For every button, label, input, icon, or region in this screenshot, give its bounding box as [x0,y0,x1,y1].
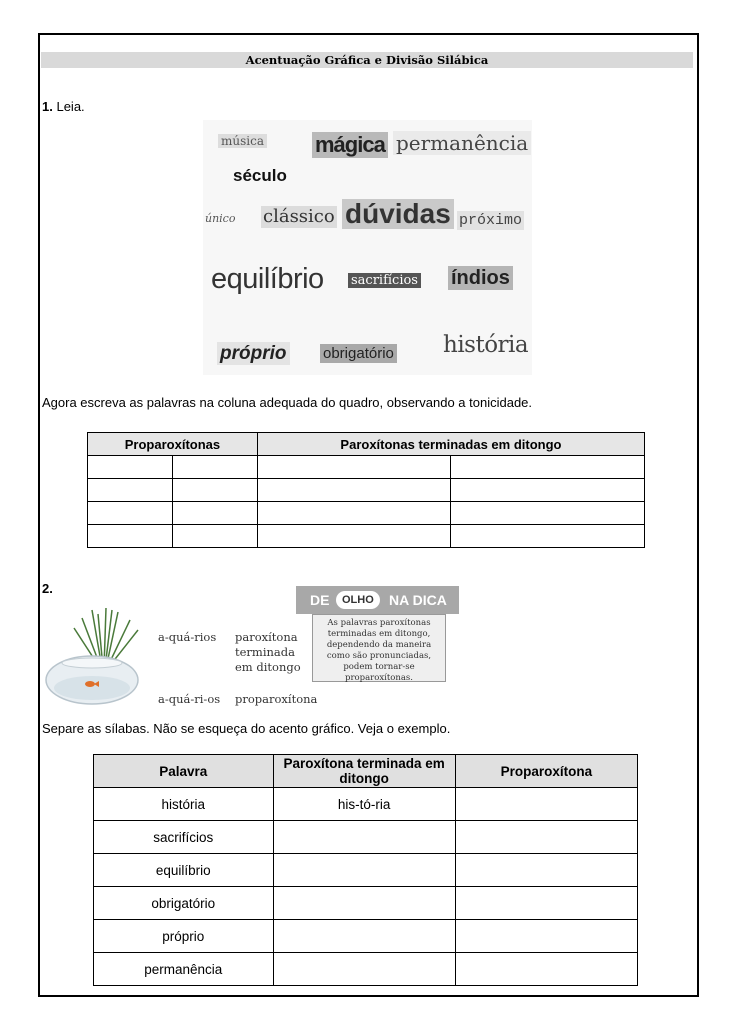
class-proparoxytone: proparoxítona [235,692,318,706]
word-collage [203,120,532,375]
paroxytone-cell[interactable]: his-tó-ria [273,788,455,821]
paroxytone-cell[interactable] [273,854,455,887]
answer-cell[interactable] [257,525,451,548]
syllable-table [93,754,638,986]
paroxytone-cell[interactable] [273,920,455,953]
table-row [88,502,645,525]
word-cell: permanência [94,953,274,986]
collage-word: único [205,212,236,225]
syllables-paroxytone: a-quá-rios [158,630,217,644]
word-cell: sacrifícios [94,821,274,854]
answer-cell[interactable] [172,525,257,548]
collage-word: sacrifícios [348,273,421,288]
classification-table [87,432,645,548]
answer-cell[interactable] [88,502,173,525]
collage-word: história [443,332,529,358]
question-1-label [42,99,85,114]
table-row [88,479,645,502]
answer-cell[interactable] [451,456,645,479]
word-cell: próprio [94,920,274,953]
collage-word: mágica [312,132,388,158]
collage-word: obrigatório [320,344,397,363]
table-row [94,788,638,821]
table-row [88,456,645,479]
header-proparoxitona: Proparoxítona [455,755,637,788]
collage-word: dúvidas [342,199,454,229]
class-paroxytone-line-1: paroxítona [235,630,298,644]
syllables-proparoxytone: a-quá-ri-os [158,692,221,706]
question-2-number: 2. [42,581,53,596]
collage-word: clássico [263,206,335,227]
class-paroxytone-line-2: terminada [235,645,295,659]
proparoxytone-cell[interactable] [455,854,637,887]
table-row [88,525,645,548]
dica-title-left: DE [310,592,330,608]
table-row [94,920,638,953]
collage-word: índios [448,266,513,290]
collage-word: equilíbrio [211,263,324,295]
answer-cell[interactable] [88,456,173,479]
question-2-instruction: Separe as sílabas. Não se esqueça do acento gráfico. Veja o exemplo. [42,721,451,736]
answer-cell[interactable] [451,525,645,548]
example-figure [44,586,464,710]
answer-cell[interactable] [88,479,173,502]
question-1-instruction: Agora escreva as palavras na coluna adequada do quadro, observando a tonicidade. [42,395,533,410]
question-1-number: 1. [42,99,53,114]
collage-word: próximo [459,212,523,229]
dica-text: As palavras paroxítonas terminadas em ditongo, dependendo da maneira como são pronunciadas, podem tornar-se proparoxítonas. [312,614,446,682]
fishbowl-icon [44,608,154,706]
proparoxytone-cell[interactable] [455,920,637,953]
answer-cell[interactable] [88,525,173,548]
collage-word: próprio [217,342,290,365]
page-title: Acentuação Gráfica e Divisão Silábica [41,52,693,68]
answer-cell[interactable] [172,479,257,502]
table-row [94,887,638,920]
table-row [94,854,638,887]
paroxytone-cell[interactable] [273,953,455,986]
answer-cell[interactable] [257,456,451,479]
collage-word: permanência [393,131,531,155]
answer-cell[interactable] [172,502,257,525]
dica-box [296,586,459,684]
word-cell: equilíbrio [94,854,274,887]
answer-cell[interactable] [257,479,451,502]
table-row [94,953,638,986]
proparoxytone-cell[interactable] [455,821,637,854]
table-row [94,821,638,854]
answer-cell[interactable] [451,479,645,502]
eye-logo: OLHO [336,591,380,609]
class-paroxytone-line-3: em ditongo [235,660,301,674]
header-paroxitona: Paroxítona terminada em ditongo [273,755,455,788]
collage-word: século [233,166,287,185]
answer-cell[interactable] [257,502,451,525]
proparoxytone-cell[interactable] [455,953,637,986]
dica-header [296,586,459,614]
dica-title-right: NA DICA [389,592,447,608]
header-paroxitonas-ditongo: Paroxítonas terminadas em ditongo [257,433,644,456]
paroxytone-cell[interactable] [273,821,455,854]
header-palavra: Palavra [94,755,274,788]
proparoxytone-cell[interactable] [455,788,637,821]
collage-word: música [218,134,267,148]
word-cell: história [94,788,274,821]
word-cell: obrigatório [94,887,274,920]
proparoxytone-cell[interactable] [455,887,637,920]
answer-cell[interactable] [172,456,257,479]
header-proparoxitonas: Proparoxítonas [88,433,258,456]
question-1-text: Leia. [56,99,85,114]
answer-cell[interactable] [451,502,645,525]
paroxytone-cell[interactable] [273,887,455,920]
